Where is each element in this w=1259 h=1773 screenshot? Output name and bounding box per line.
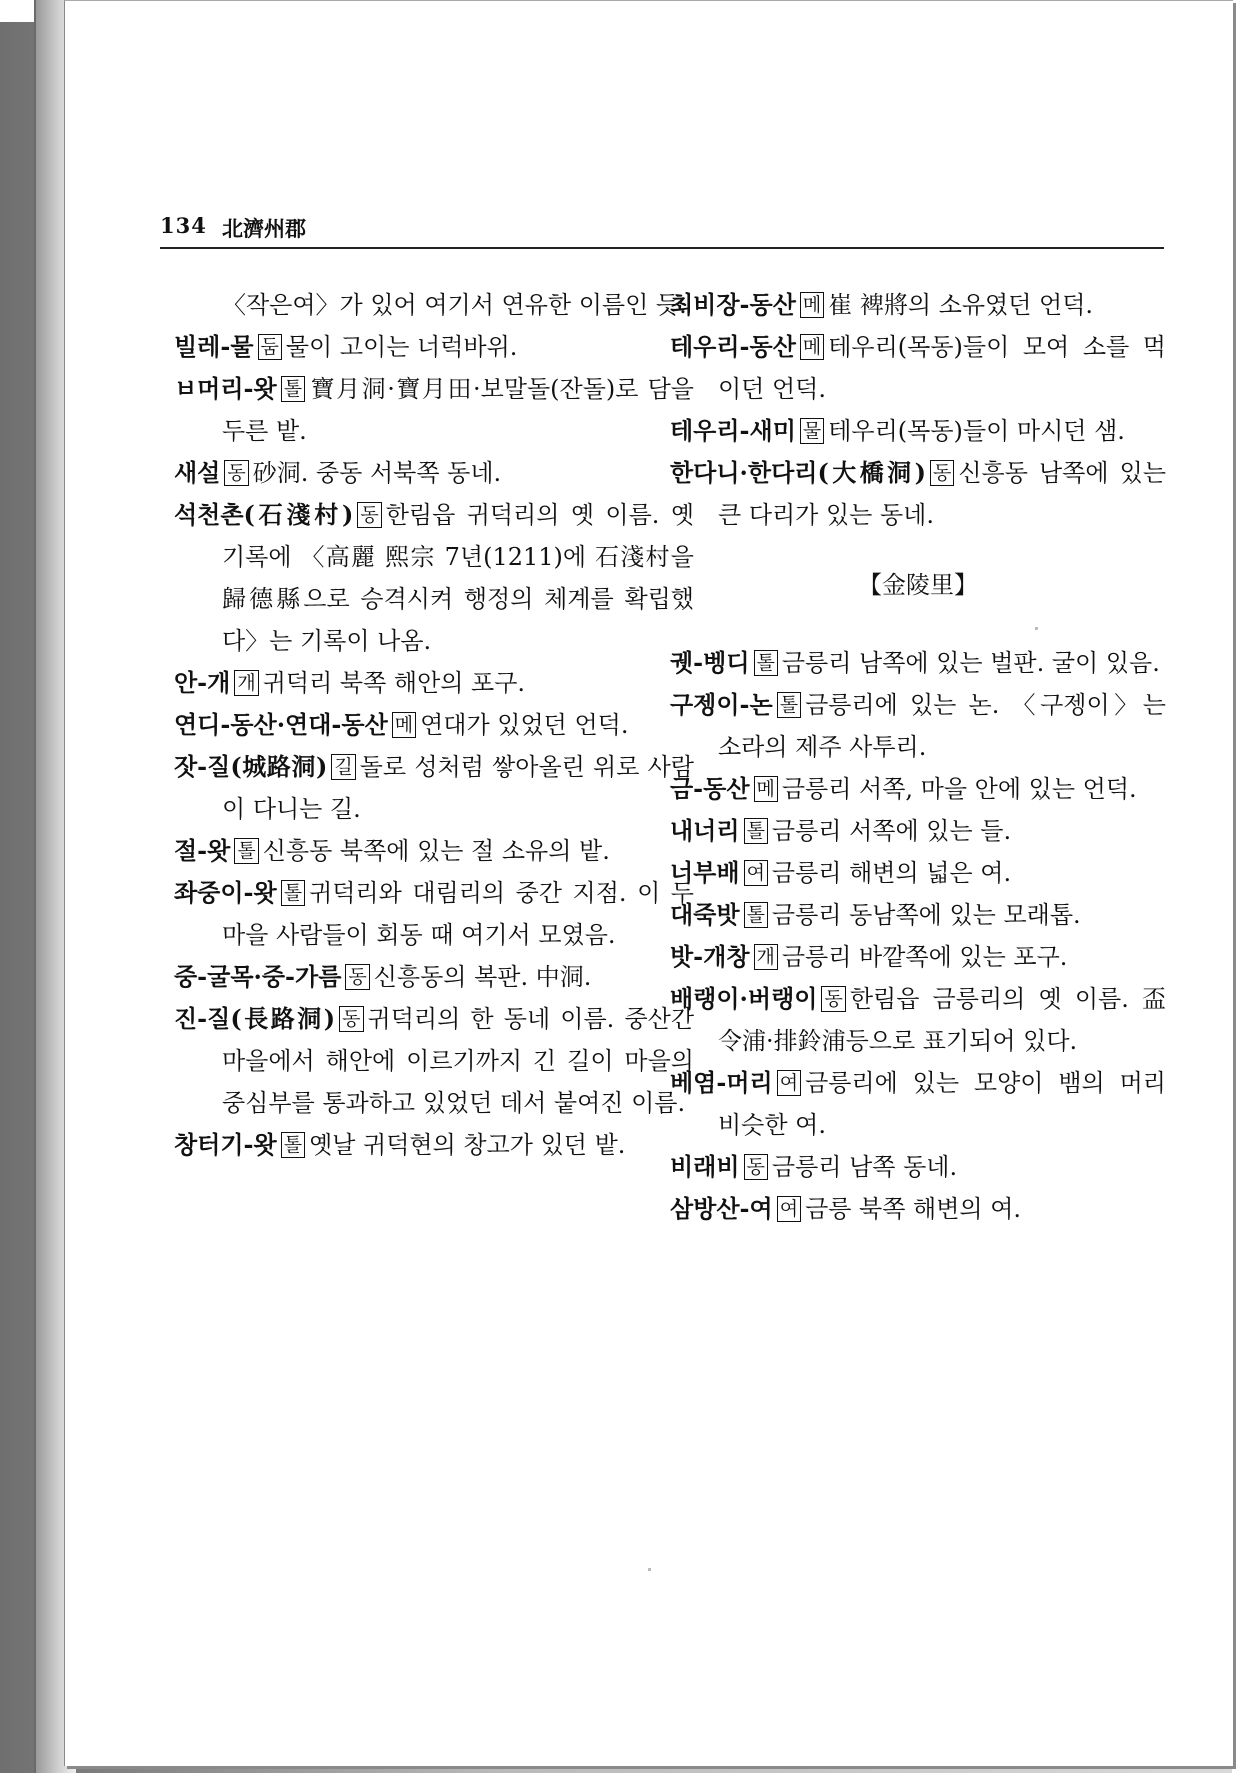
entry-term: 배랭이·버랭이 xyxy=(670,984,818,1013)
entry-term: 밧-개창 xyxy=(670,942,750,971)
entry-term: 삼방산-여 xyxy=(670,1194,773,1223)
entry-description: 신흥동의 복판. 中洞. xyxy=(373,963,592,991)
gazetteer-entry xyxy=(174,998,694,1124)
entry-description: 귀덕리의 한 동네 이름. 중산간 마을에서 해안에 이르기까지 긴 길이 마을의 중심부를 통과하고 있었던 데서 붙여진 이름. xyxy=(222,1005,695,1117)
entry-description: 물이 고이는 너럭바위. xyxy=(285,333,518,361)
entry-description: 신흥동 북쪽에 있는 절 소유의 밭. xyxy=(262,837,610,865)
entry-term: 창터기-왓 xyxy=(174,1130,277,1159)
gazetteer-entry xyxy=(174,1124,694,1166)
entry-description: 금릉리 동남쪽에 있는 모래톱. xyxy=(771,901,1081,929)
category-badge: 물 xyxy=(800,418,824,444)
category-badge: 동 xyxy=(821,986,845,1012)
gazetteer-entry xyxy=(174,284,694,326)
entry-description: 한림읍 귀덕리의 옛 이름. 옛 기록에 〈高麗 熙宗 7년(1211)에 石淺村을 歸德縣으로 승격시켜 행정의 체계를 확립했다〉는 기록이 나옴. xyxy=(222,501,695,655)
category-badge: 톨 xyxy=(744,818,768,844)
gazetteer-entry xyxy=(670,810,1166,852)
entry-description: 금릉리 서쪽, 마을 안에 있는 언덕. xyxy=(781,775,1137,803)
entry-description: 금릉리 서쪽에 있는 들. xyxy=(771,817,1012,845)
gazetteer-entry xyxy=(670,452,1166,536)
category-badge: 여 xyxy=(744,860,768,886)
entry-description: 테우리(목동)들이 마시던 샘. xyxy=(828,417,1125,445)
entry-description: 테우리(목동)들이 모여 소를 먹이던 언덕. xyxy=(718,333,1166,403)
gazetteer-entry xyxy=(670,326,1166,410)
entry-description: 금릉리 남쪽 동네. xyxy=(771,1153,958,1181)
entry-description: 금릉리 해변의 넓은 여. xyxy=(771,859,1012,887)
gazetteer-entry xyxy=(174,326,694,368)
entry-term: 진-질(長路洞) xyxy=(174,1004,336,1033)
category-badge: 여 xyxy=(777,1196,801,1222)
category-badge: 톨 xyxy=(754,650,778,676)
gazetteer-entry xyxy=(670,410,1166,452)
right-column-bottom xyxy=(670,642,1166,1230)
entry-description: 금릉 북쪽 해변의 여. xyxy=(805,1195,1022,1223)
gazetteer-entry xyxy=(174,452,694,494)
entry-description: 한림읍 금릉리의 옛 이름. 盃令浦·排鈴浦등으로 표기되어 있다. xyxy=(718,985,1166,1055)
category-badge: 둠 xyxy=(258,334,282,360)
category-badge: 메 xyxy=(800,334,824,360)
entry-term: 베염-머리 xyxy=(670,1068,773,1097)
running-title: 北濟州郡 xyxy=(222,216,306,241)
category-badge: 동 xyxy=(224,460,248,486)
gazetteer-entry xyxy=(670,894,1166,936)
category-badge: 동 xyxy=(339,1006,363,1032)
entry-term: 너부배 xyxy=(670,858,740,887)
entry-description: 砂洞. 중동 서북쪽 동네. xyxy=(252,459,502,487)
entry-term: 테우리-동산 xyxy=(670,332,796,361)
entry-term: 좌중이-왓 xyxy=(174,878,277,907)
entry-term: 내너리 xyxy=(670,816,740,845)
category-badge: 톨 xyxy=(744,902,768,928)
gazetteer-entry xyxy=(174,830,694,872)
category-badge: 개 xyxy=(234,670,258,696)
entry-description: 귀덕리 북쪽 해안의 포구. xyxy=(262,669,526,697)
entry-term: 빌레-물 xyxy=(174,332,254,361)
gazetteer-entry xyxy=(670,642,1166,684)
entry-term: 궷-벵디 xyxy=(670,648,750,677)
entry-term: 최비장-동산 xyxy=(670,290,796,319)
gazetteer-entry xyxy=(174,368,694,452)
left-column xyxy=(174,284,694,1166)
gazetteer-entry xyxy=(670,1146,1166,1188)
gazetteer-entry xyxy=(670,768,1166,810)
gazetteer-entry xyxy=(174,956,694,998)
entry-description: 귀덕리와 대림리의 중간 지점. 이 두 마을 사람들이 회동 때 여기서 모였음. xyxy=(222,879,694,949)
entry-term: 금-동산 xyxy=(670,774,750,803)
entry-term: 안-개 xyxy=(174,668,231,697)
entry-term: 잣-질(城路洞) xyxy=(174,752,328,781)
entry-description: 崔 裨將의 소유였던 언덕. xyxy=(828,291,1094,319)
entry-description: 옛날 귀덕현의 창고가 있던 밭. xyxy=(309,1131,626,1159)
entry-description: 〈작은여〉가 있어 여기서 연유한 이름인 듯. xyxy=(222,291,687,319)
running-header xyxy=(160,207,1164,249)
gazetteer-entry xyxy=(174,494,694,662)
entry-description: 돌로 성처럼 쌓아올린 위로 사람이 다니는 길. xyxy=(222,753,694,823)
gazetteer-entry xyxy=(174,704,694,746)
entry-description: 금릉리에 있는 논. 〈구젱이〉는 소라의 제주 사투리. xyxy=(718,691,1166,761)
gazetteer-entry xyxy=(670,852,1166,894)
category-badge: 길 xyxy=(331,754,355,780)
right-column xyxy=(670,284,1166,1230)
entry-description: 寶月洞·寶月田·보말돌(잔돌)로 담을 두른 밭. xyxy=(222,375,694,445)
entry-term: 연디-동산·연대-동산 xyxy=(174,710,388,739)
entry-term: 테우리-새미 xyxy=(670,416,796,445)
entry-term: 중-굴목·중-가름 xyxy=(174,962,342,991)
gazetteer-entry xyxy=(670,284,1166,326)
category-badge: 톨 xyxy=(281,1132,305,1158)
entry-term: ㅂ머리-왓 xyxy=(174,374,277,403)
category-badge: 개 xyxy=(754,944,778,970)
category-badge: 톨 xyxy=(777,692,801,718)
section-title: 【金陵里】 xyxy=(858,571,978,599)
entry-description: 금릉리 바깥쪽에 있는 포구. xyxy=(781,943,1068,971)
entry-description: 신흥동 남쪽에 있는 큰 다리가 있는 동네. xyxy=(718,459,1167,529)
category-badge: 동 xyxy=(345,964,369,990)
gazetteer-entry xyxy=(670,936,1166,978)
gazetteer-entry xyxy=(174,662,694,704)
entry-description: 금릉리에 있는 모양이 뱀의 머리 비슷한 여. xyxy=(718,1069,1166,1139)
right-column-top xyxy=(670,284,1166,536)
speck xyxy=(648,1568,651,1571)
category-badge: 동 xyxy=(744,1154,768,1180)
entry-term: 절-왓 xyxy=(174,836,231,865)
entry-term: 석천촌(石淺村) xyxy=(174,500,354,529)
category-badge: 메 xyxy=(392,712,416,738)
category-badge: 메 xyxy=(800,292,824,318)
category-badge: 톨 xyxy=(281,376,305,402)
entry-description: 연대가 있었던 언덕. xyxy=(420,711,629,739)
gazetteer-entry xyxy=(174,746,694,830)
gazetteer-entry xyxy=(670,1188,1166,1230)
category-badge: 톨 xyxy=(234,838,258,864)
entry-term: 구젱이-논 xyxy=(670,690,773,719)
gazetteer-entry xyxy=(670,684,1166,768)
category-badge: 동 xyxy=(930,460,954,486)
entry-description: 금릉리 남쪽에 있는 벌판. 굴이 있음. xyxy=(781,649,1160,677)
entry-term: 비래비 xyxy=(670,1152,740,1181)
category-badge: 여 xyxy=(777,1070,801,1096)
gazetteer-entry xyxy=(670,978,1166,1062)
entry-term: 대죽밧 xyxy=(670,900,740,929)
page-number: 134 xyxy=(160,213,207,238)
gazetteer-entry xyxy=(174,872,694,956)
category-badge: 톨 xyxy=(281,880,305,906)
category-badge: 동 xyxy=(357,502,381,528)
gazetteer-entry xyxy=(670,1062,1166,1146)
category-badge: 메 xyxy=(754,776,778,802)
entry-term: 한다니·한다리(大橋洞) xyxy=(670,458,926,487)
entry-term: 새설 xyxy=(174,458,221,487)
speck xyxy=(1035,627,1038,630)
